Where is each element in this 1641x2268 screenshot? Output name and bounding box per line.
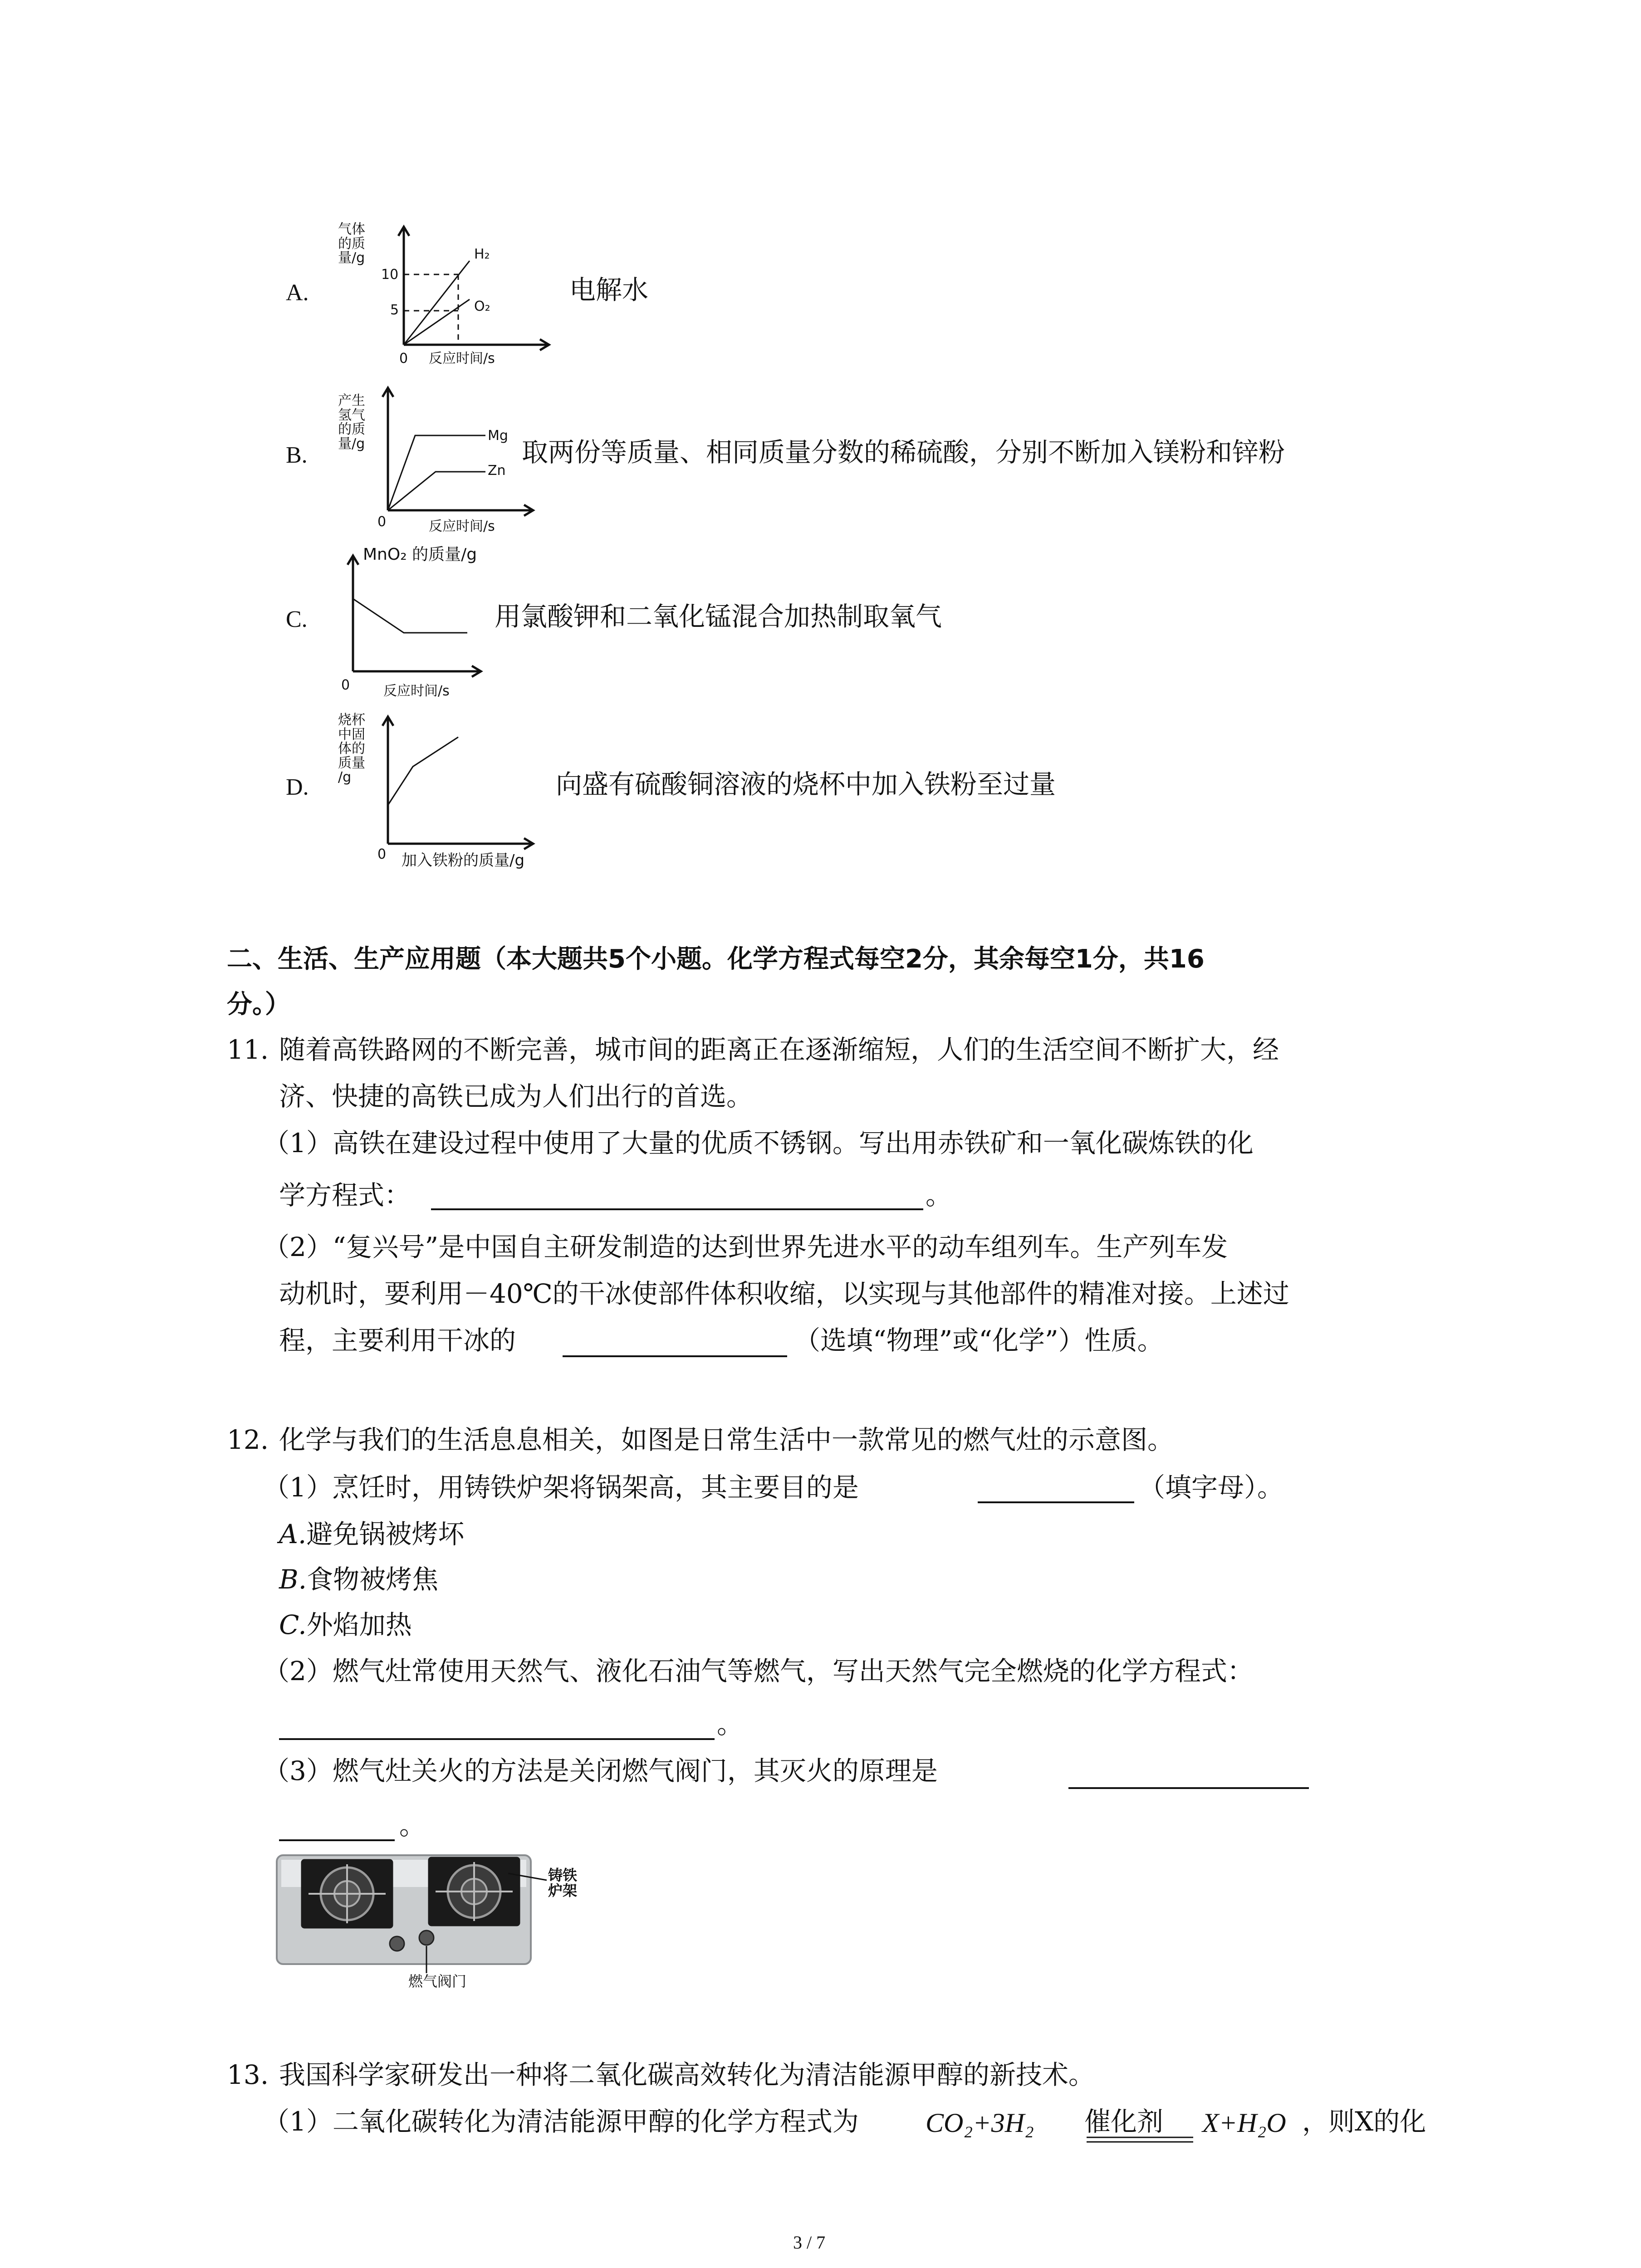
option-a-origin: 0 [399, 351, 408, 367]
option-a-ylabel: 气体 的质 量/g [338, 221, 365, 266]
q13-part1-end: ，则X的化 [1302, 2106, 1426, 2137]
q11-number: 11. [227, 1034, 269, 1065]
option-b-xlabel: 反应时间/s [429, 518, 495, 534]
q13-part1-text: （1）二氧化碳转化为清洁能源甲醇的化学方程式为 [263, 2106, 859, 2137]
q13-equation-right: X+H₂O [1202, 2108, 1286, 2138]
page-number: 3 / 7 [793, 2232, 826, 2253]
option-b-letter: B. [286, 442, 308, 468]
option-a-curve-o2: O₂ [474, 298, 490, 314]
option-c-xlabel: 反应时间/s [383, 683, 450, 699]
option-b-ylabel: 产生 氢气 的质 量/g [338, 393, 365, 452]
q12-part2-end: 。 [717, 1709, 744, 1740]
option-d-letter: D. [286, 774, 309, 800]
option-d-ylabel: 烧杯 中固 体的 质量 /g [338, 712, 365, 785]
option-b-origin: 0 [377, 514, 387, 530]
q13-equation-left: CO₂+3H₂ [926, 2108, 1034, 2138]
q11-stem-line1: 随着高铁路网的不断完善，城市间的距离正在逐渐缩短，人们的生活空间不断扩大，经 [279, 1034, 1279, 1065]
q12-part2: （2）燃气灶常使用天然气、液化石油气等燃气，写出天然气完全燃烧的化学方程式： [263, 1656, 1254, 1686]
option-a-tick-top: 10 [381, 267, 399, 283]
option-c-ylabel: MnO₂ 的质量/g [363, 545, 477, 564]
option-d-origin: 0 [377, 846, 387, 862]
q12-option-c: C.外焰加热 [279, 1609, 412, 1640]
q11-part1-line2: 学方程式： [279, 1180, 411, 1211]
q11-part2-line3: 程，主要利用干冰的 [279, 1325, 516, 1356]
option-c-origin: 0 [341, 677, 350, 693]
q11-part1-line1: （1）高铁在建设过程中使用了大量的优质不锈钢。写出用赤铁矿和一氧化碳炼铁的化 [263, 1128, 1254, 1158]
option-c-letter: C. [286, 606, 308, 632]
option-c-desc: 用氯酸钾和二氧化锰混合加热制取氧气 [495, 601, 942, 632]
q12-stem: 化学与我们的生活息息相关，如图是日常生活中一款常见的燃气灶的示意图。 [279, 1424, 1174, 1455]
option-b-curve-mg: Mg [488, 428, 508, 444]
q12-part1-end: （填字母）。 [1139, 1472, 1284, 1503]
section-heading-line1: 二、生活、生产应用题（本大题共5个小题。化学方程式每空2分，其余每空1分，共16 [227, 944, 1205, 974]
stove-label-grate: 铸铁 炉架 [548, 1867, 578, 1899]
q13-catalyst: 催化剂 [1084, 2106, 1164, 2137]
section-heading-line2: 分。） [227, 990, 290, 1019]
option-b-curve-zn: Zn [488, 463, 506, 479]
q12-part1: （1）烹饪时，用铸铁炉架将锅架高，其主要目的是 [263, 1472, 859, 1503]
q11-part2-line2: 动机时，要利用－40℃的干冰使部件体积收缩，以实现与其他部件的精准对接。上述过 [279, 1278, 1289, 1309]
option-a-desc: 电解水 [569, 274, 649, 305]
q13-number: 13. [227, 2059, 269, 2090]
option-d-xlabel: 加入铁粉的质量/g [402, 851, 525, 870]
option-a-xlabel: 反应时间/s [429, 351, 495, 367]
q12-number: 12. [227, 1424, 269, 1455]
q12-part3-end: 。 [399, 1810, 426, 1841]
q12-option-a: A.避免锅被烤坏 [279, 1519, 465, 1549]
q13-stem: 我国科学家研发出一种将二氧化碳高效转化为清洁能源甲醇的新技术。 [279, 2059, 1095, 2090]
option-a-tick-mid: 5 [390, 302, 399, 318]
q11-part2-line1: （2）“复兴号”是中国自主研发制造的达到世界先进水平的动车组列车。生产列车发 [263, 1232, 1228, 1262]
q11-part1-end: 。 [926, 1180, 952, 1211]
q12-option-b: B.食物被烤焦 [279, 1564, 439, 1595]
option-a-letter: A. [286, 280, 309, 306]
q11-stem-line2: 济、快捷的高铁已成为人们出行的首选。 [279, 1081, 753, 1112]
option-a-curve-h2: H₂ [474, 246, 490, 262]
stove-label-valve: 燃气阀门 [408, 1973, 467, 1990]
q11-part2-end: （选填“物理”或“化学”）性质。 [794, 1325, 1164, 1356]
q12-part3: （3）燃气灶关火的方法是关闭燃气阀门，其灭火的原理是 [263, 1755, 938, 1786]
option-d-desc: 向盛有硫酸铜溶液的烧杯中加入铁粉至过量 [556, 769, 1056, 800]
option-b-desc: 取两份等质量、相同质量分数的稀硫酸，分别不断加入镁粉和锌粉 [522, 437, 1285, 468]
